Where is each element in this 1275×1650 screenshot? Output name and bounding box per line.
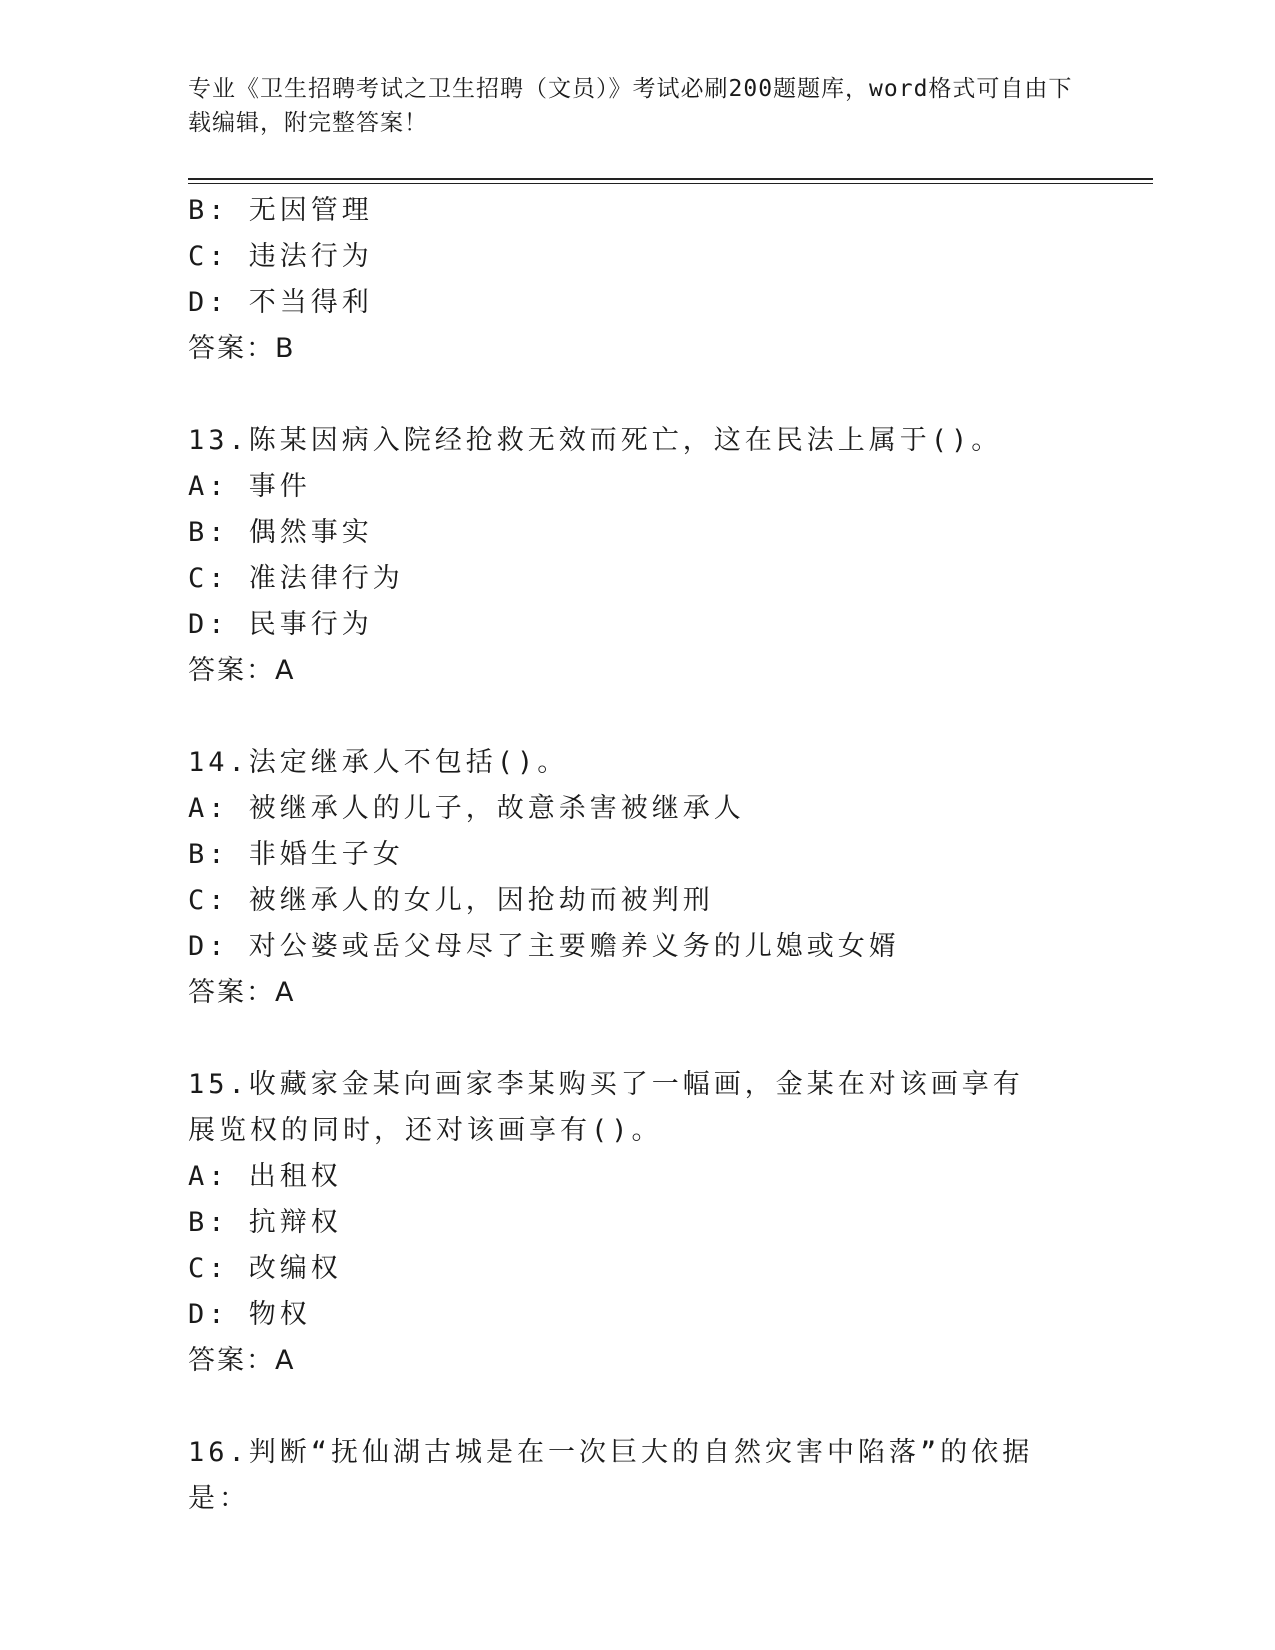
header-text: 专业《卫生招聘考试之卫生招聘（文员）》考试必刷200题题库，word格式可自由下载编辑，附完整答案！ [188, 76, 1073, 136]
question-block-16 [188, 1430, 1088, 1522]
document-header [188, 72, 1088, 140]
question-block-15 [188, 1062, 1088, 1384]
option-d: D: 不当得利 [188, 287, 373, 318]
question-block-13 [188, 418, 1088, 694]
question-list [188, 188, 1088, 1522]
option-d: D: 民事行为 [188, 609, 373, 640]
answer-line: 答案：A [188, 977, 296, 1008]
header-divider-thin [188, 183, 1153, 184]
header-divider-thick [188, 178, 1153, 180]
answer-line: 答案：A [188, 655, 296, 686]
option-c: C: 改编权 [188, 1253, 342, 1284]
option-a: A: 被继承人的儿子，故意杀害被继承人 [188, 793, 745, 824]
option-b: B: 非婚生子女 [188, 839, 404, 870]
answer-line: 答案：B [188, 333, 296, 364]
option-c: C: 准法律行为 [188, 563, 404, 594]
option-a: A: 出租权 [188, 1161, 342, 1192]
question-block-14 [188, 740, 1088, 1016]
option-d: D: 对公婆或岳父母尽了主要赡养义务的儿媳或女婿 [188, 931, 900, 962]
option-a: A: 事件 [188, 471, 311, 502]
answer-line: 答案：A [188, 1345, 296, 1376]
option-c: C: 被继承人的女儿，因抢劫而被判刑 [188, 885, 714, 916]
question-stem: 16.判断“抚仙湖古城是在一次巨大的自然灾害中陷落”的依据是： [188, 1437, 1034, 1514]
question-stem: 13.陈某因病入院经抢救无效而死亡，这在民法上属于()。 [188, 425, 1003, 456]
option-c: C: 违法行为 [188, 241, 373, 272]
question-stem: 14.法定继承人不包括()。 [188, 747, 569, 778]
option-d: D: 物权 [188, 1299, 311, 1330]
question-stem: 15.收藏家金某向画家李某购买了一幅画，金某在对该画享有展览权的同时，还对该画享有()。 [188, 1069, 1024, 1146]
option-b: B: 抗辩权 [188, 1207, 342, 1238]
option-b: B: 偶然事实 [188, 517, 373, 548]
question-block-12-tail [188, 188, 1088, 372]
option-b: B: 无因管理 [188, 195, 373, 226]
